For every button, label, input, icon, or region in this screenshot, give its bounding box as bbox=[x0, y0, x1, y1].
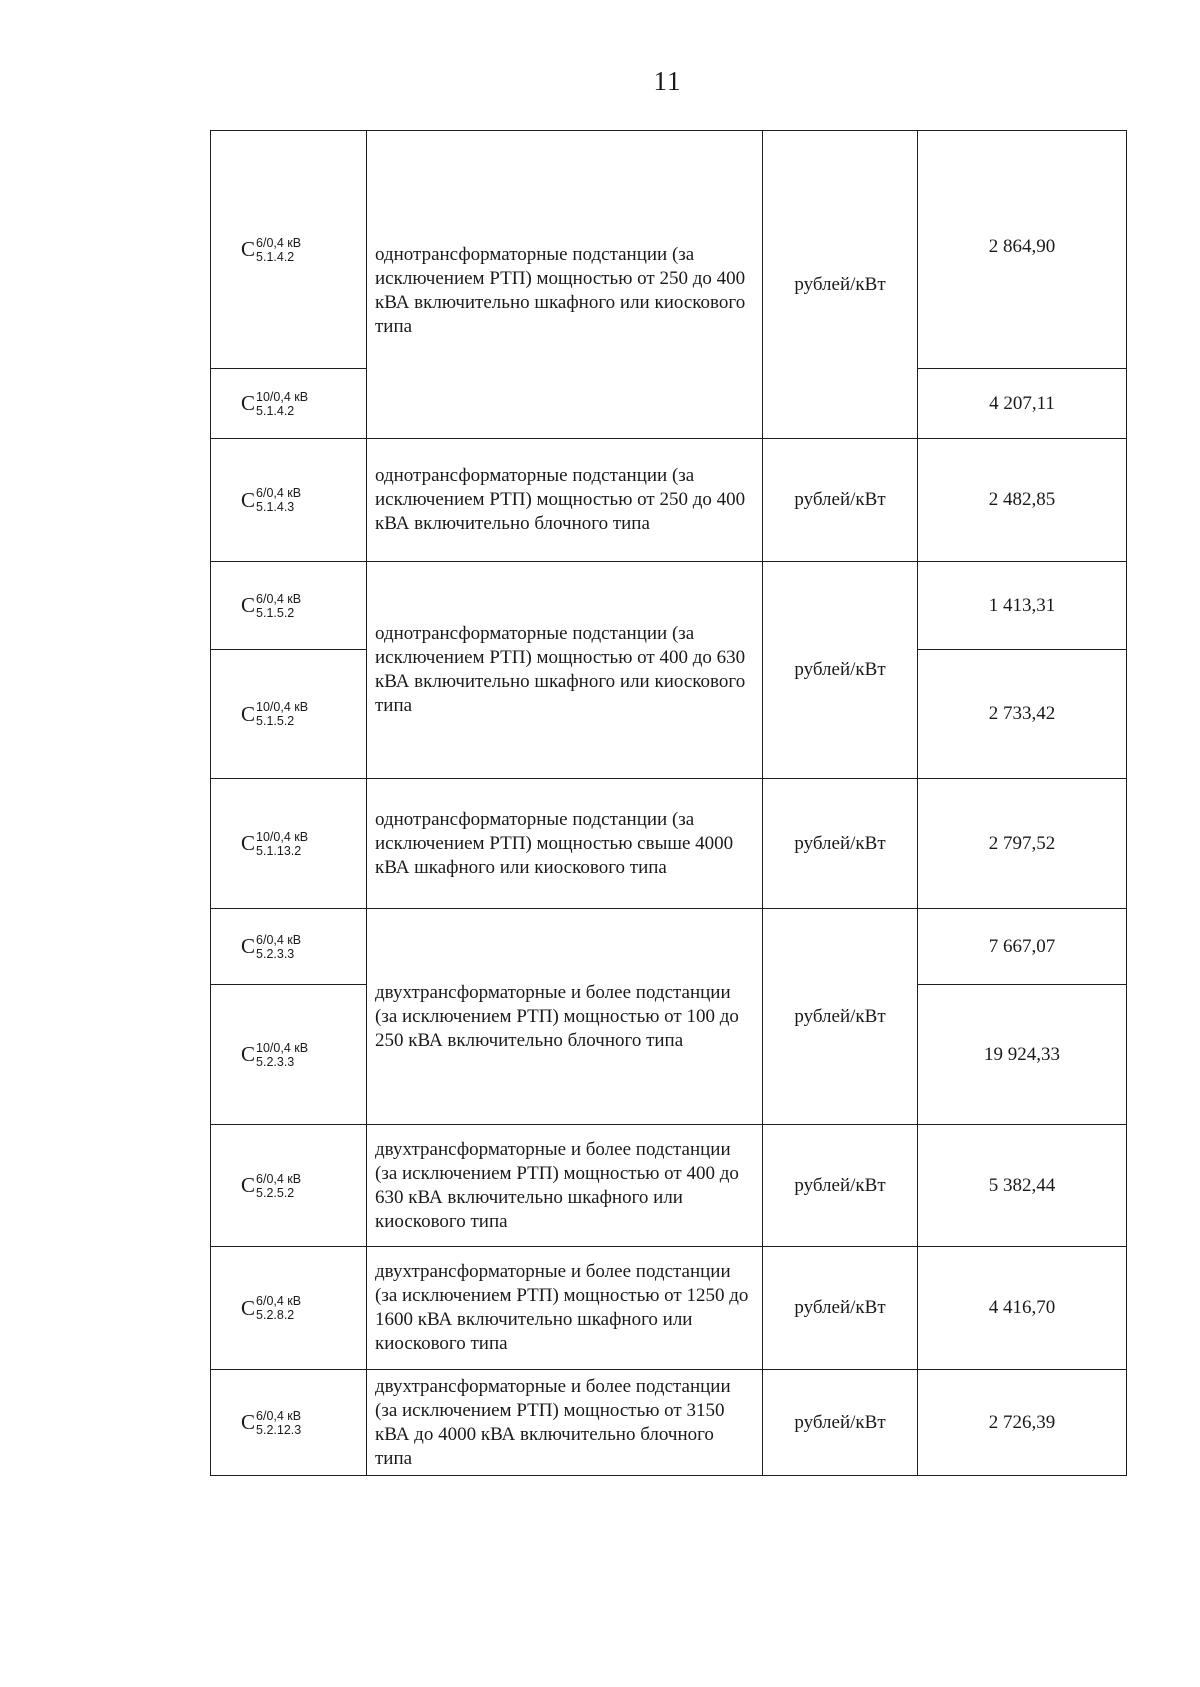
tariff-unit: рублей/кВт bbox=[763, 1370, 918, 1476]
tariff-unit: рублей/кВт bbox=[763, 562, 918, 779]
table-row bbox=[211, 779, 1127, 909]
tariff-code: C 6/0,4 кВ 5.2.8.2 bbox=[211, 1247, 367, 1370]
tariff-value: 4 416,70 bbox=[918, 1247, 1127, 1370]
tariff-value: 2 733,42 bbox=[918, 650, 1127, 779]
tariff-description: двухтрансформаторные и более подстанции (за исключением РТП) мощностью от 100 до 250 кВА включительно блочного типа bbox=[367, 909, 763, 1125]
tariff-description: двухтрансформаторные и более подстанции (за исключением РТП) мощностью от 3150 кВА до 4000 кВА включительно блочного типа bbox=[367, 1370, 763, 1476]
tariff-code: C 6/0,4 кВ 5.1.4.2 bbox=[211, 131, 367, 369]
table-row bbox=[211, 909, 1127, 985]
tariff-code: C 10/0,4 кВ 5.2.3.3 bbox=[211, 985, 367, 1125]
tariff-description: однотрансформаторные подстанции (за исключением РТП) мощностью от 250 до 400 кВА включительно блочного типа bbox=[367, 439, 763, 562]
table-row bbox=[211, 562, 1127, 650]
tariff-code: C 10/0,4 кВ 5.1.4.2 bbox=[211, 369, 367, 439]
tariff-code: C 6/0,4 кВ 5.2.12.3 bbox=[211, 1370, 367, 1476]
tariff-code: C 6/0,4 кВ 5.2.5.2 bbox=[211, 1125, 367, 1247]
tariff-unit: рублей/кВт bbox=[763, 131, 918, 439]
tariff-description: двухтрансформаторные и более подстанции (за исключением РТП) мощностью от 400 до 630 кВА включительно шкафного или киоскового типа bbox=[367, 1125, 763, 1247]
table-row bbox=[211, 1247, 1127, 1370]
tariff-code: C 6/0,4 кВ 5.2.3.3 bbox=[211, 909, 367, 985]
tariff-value: 4 207,11 bbox=[918, 369, 1127, 439]
tariff-value: 2 864,90 bbox=[918, 131, 1127, 369]
tariff-code: C 10/0,4 кВ 5.1.5.2 bbox=[211, 650, 367, 779]
tariff-unit: рублей/кВт bbox=[763, 1125, 918, 1247]
page-number: 11 bbox=[653, 66, 682, 96]
tariff-description: двухтрансформаторные и более подстанции (за исключением РТП) мощностью от 1250 до 1600 кВА включительно шкафного или киоскового типа bbox=[367, 1247, 763, 1370]
table-row bbox=[211, 1125, 1127, 1247]
tariff-value: 5 382,44 bbox=[918, 1125, 1127, 1247]
tariff-description: однотрансформаторные подстанции (за исключением РТП) мощностью свыше 4000 кВА шкафного или киоскового типа bbox=[367, 779, 763, 909]
tariff-description: однотрансформаторные подстанции (за исключением РТП) мощностью от 250 до 400 кВА включительно шкафного или киоскового типа bbox=[367, 131, 763, 439]
tariff-table bbox=[210, 130, 1127, 1476]
tariff-unit: рублей/кВт bbox=[763, 1247, 918, 1370]
tariff-code: C 6/0,4 кВ 5.1.5.2 bbox=[211, 562, 367, 650]
tariff-value: 2 482,85 bbox=[918, 439, 1127, 562]
tariff-value: 7 667,07 bbox=[918, 909, 1127, 985]
tariff-value: 2 726,39 bbox=[918, 1370, 1127, 1476]
tariff-value: 19 924,33 bbox=[918, 985, 1127, 1125]
tariff-unit: рублей/кВт bbox=[763, 779, 918, 909]
table-row bbox=[211, 1370, 1127, 1476]
tariff-value: 1 413,31 bbox=[918, 562, 1127, 650]
tariff-value: 2 797,52 bbox=[918, 779, 1127, 909]
table-row bbox=[211, 131, 1127, 369]
tariff-unit: рублей/кВт bbox=[763, 909, 918, 1125]
tariff-code: C 10/0,4 кВ 5.1.13.2 bbox=[211, 779, 367, 909]
table-row bbox=[211, 439, 1127, 562]
tariff-code: C 6/0,4 кВ 5.1.4.3 bbox=[211, 439, 367, 562]
tariff-description: однотрансформаторные подстанции (за исключением РТП) мощностью от 400 до 630 кВА включительно шкафного или киоскового типа bbox=[367, 562, 763, 779]
tariff-unit: рублей/кВт bbox=[763, 439, 918, 562]
